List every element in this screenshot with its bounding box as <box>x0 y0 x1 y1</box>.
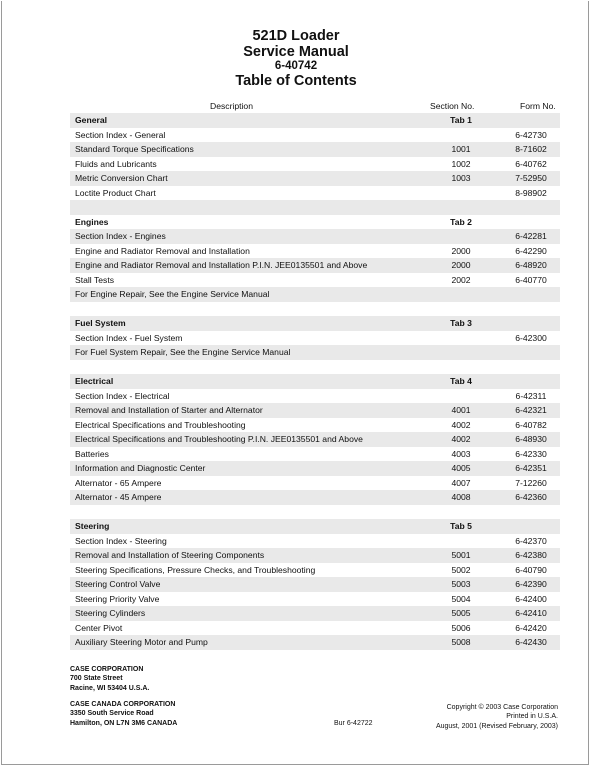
footer-printed: Printed in U.S.A. <box>506 713 558 721</box>
row-description: For Engine Repair, See the Engine Service Manual <box>75 289 270 299</box>
row-description: Removal and Installation of Steering Components <box>75 550 265 560</box>
row-description: Fuel System <box>75 318 126 328</box>
table-row <box>70 476 560 491</box>
row-section-number: 5005 <box>451 608 471 618</box>
row-section-number: 5008 <box>451 637 471 647</box>
table-row <box>70 142 560 157</box>
row-description: Information and Diagnostic Center <box>75 463 206 473</box>
title-block <box>0 28 592 90</box>
row-form-number: 8-71602 <box>515 144 547 154</box>
table-row <box>70 635 560 650</box>
row-section-number: 4002 <box>451 434 471 444</box>
row-description: Electrical Specifications and Troubleshooting P.I.N. JEE0135501 and Above <box>75 434 363 444</box>
row-section-number: Tab 5 <box>450 521 472 531</box>
row-description: Engines <box>75 216 109 227</box>
spacer-row <box>70 505 560 520</box>
table-row <box>70 447 560 462</box>
table-row <box>70 432 560 447</box>
table-row <box>70 389 560 404</box>
table-row <box>70 534 560 549</box>
footer-date: August, 2001 (Revised February, 2003) <box>435 722 558 730</box>
row-form-number: 6-42410 <box>515 608 547 618</box>
row-description: Section Index - Fuel System <box>75 332 183 343</box>
row-section-number: 2000 <box>451 260 471 270</box>
table-row <box>70 418 560 433</box>
column-header-section: Section No. <box>430 101 475 111</box>
row-section-number: 4001 <box>451 405 471 415</box>
title-model: 521D Loader <box>252 28 340 44</box>
row-section-number: Tab 1 <box>450 115 472 125</box>
row-description: Section Index - Engines <box>75 231 166 241</box>
row-description: Steering Control Valve <box>75 579 161 589</box>
row-form-number: 6-42330 <box>515 448 547 459</box>
row-form-number: 6-42390 <box>515 579 547 589</box>
table-row <box>70 592 560 607</box>
row-section-number: Tab 3 <box>450 318 472 328</box>
table-row <box>70 157 560 172</box>
table-row <box>70 577 560 592</box>
row-description: Steering Cylinders <box>75 608 146 618</box>
row-description: Fluids and Lubricants <box>75 158 157 169</box>
footer-copyright-block <box>436 703 558 731</box>
spacer-row <box>70 360 560 375</box>
row-description: Alternator - 65 Ampere <box>75 477 162 488</box>
section-header-row <box>70 113 560 128</box>
row-section-number: 2002 <box>451 274 471 285</box>
table-row <box>70 244 560 259</box>
row-section-number: 4005 <box>451 463 471 473</box>
table-row <box>70 345 560 360</box>
spacer-row <box>70 200 560 215</box>
row-description: Standard Torque Specifications <box>75 144 194 154</box>
row-description: Removal and Installation of Starter and Alternator <box>75 405 263 415</box>
row-description: General <box>75 115 108 125</box>
table-row <box>70 490 560 505</box>
row-section-number: 1001 <box>451 144 471 154</box>
footer-corp2-name: CASE CANADA CORPORATION <box>70 701 176 708</box>
row-section-number: 4003 <box>451 448 471 459</box>
row-form-number: 6-40790 <box>515 564 547 575</box>
row-section-number: 4008 <box>451 492 471 502</box>
row-form-number: 6-48930 <box>515 434 547 444</box>
table-row <box>70 621 560 636</box>
row-description: Metric Conversion Chart <box>75 173 168 183</box>
table-row <box>70 403 560 418</box>
title-toc: Table of Contents <box>235 73 357 89</box>
row-form-number: 6-40782 <box>515 419 547 430</box>
row-form-number: 6-42380 <box>515 550 547 560</box>
section-header-row <box>70 215 560 230</box>
table-row <box>70 258 560 273</box>
row-form-number: 6-42360 <box>515 492 547 502</box>
toc-table <box>70 100 560 650</box>
row-form-number: 6-42400 <box>515 593 547 604</box>
title-form-number: 6-40742 <box>274 60 318 72</box>
section-header-row <box>70 374 560 389</box>
row-description: Center Pivot <box>75 622 123 633</box>
table-row <box>70 548 560 563</box>
table-row <box>70 287 560 302</box>
row-description: Engine and Radiator Removal and Installation P.I.N. JEE0135501 and Above <box>75 260 368 270</box>
row-description: Batteries <box>75 448 109 459</box>
row-form-number: 6-42370 <box>515 535 547 546</box>
table-row <box>70 273 560 288</box>
row-form-number: 6-40770 <box>515 274 547 285</box>
row-description: Stall Tests <box>75 274 115 285</box>
row-form-number: 6-42730 <box>515 129 547 140</box>
footer-case-canada <box>70 700 177 728</box>
row-description: Alternator - 45 Ampere <box>75 492 162 502</box>
row-form-number: 6-42290 <box>515 245 547 256</box>
row-description: Engine and Radiator Removal and Installation <box>75 245 250 256</box>
row-form-number: 7-52950 <box>515 173 547 183</box>
row-section-number: 5001 <box>451 550 471 560</box>
row-form-number: 6-42420 <box>515 622 547 633</box>
row-section-number: Tab 4 <box>450 376 472 386</box>
spacer-row <box>70 302 560 317</box>
footer-corp1-name: CASE CORPORATION <box>70 666 144 673</box>
row-description: Steering <box>75 521 110 531</box>
row-description: Loctite Product Chart <box>75 187 156 198</box>
table-row <box>70 461 560 476</box>
table-row <box>70 229 560 244</box>
row-description: Electrical Specifications and Troubleshooting <box>75 419 246 430</box>
row-form-number: 6-42311 <box>515 390 547 401</box>
footer-case-corporation <box>70 665 149 693</box>
row-form-number: 6-42321 <box>515 405 547 415</box>
row-description: Steering Specifications, Pressure Checks, and Troubleshooting <box>75 564 316 575</box>
row-section-number: 5006 <box>451 622 471 633</box>
row-section-number: 4007 <box>451 477 471 488</box>
row-form-number: 6-40762 <box>515 158 547 169</box>
footer-corp1-address1: 700 State Street <box>70 675 123 683</box>
row-section-number: Tab 2 <box>450 216 472 227</box>
footer-bur-number: Bur 6-42722 <box>334 720 373 727</box>
row-description: Section Index - General <box>75 129 166 140</box>
section-header-row <box>70 316 560 331</box>
row-description: For Fuel System Repair, See the Engine Service Manual <box>75 347 291 357</box>
row-form-number: 6-42300 <box>515 332 547 343</box>
row-section-number: 2000 <box>451 245 471 256</box>
row-section-number: 5004 <box>451 593 471 604</box>
row-form-number: 6-42430 <box>515 637 547 647</box>
row-description: Auxiliary Steering Motor and Pump <box>75 637 208 647</box>
footer-corp1-address2: Racine, WI 53404 U.S.A. <box>70 684 150 692</box>
column-header-description: Description <box>210 101 253 111</box>
table-row <box>70 171 560 186</box>
row-form-number: 6-48920 <box>515 260 547 270</box>
row-form-number: 6-42351 <box>515 463 547 473</box>
row-description: Section Index - Electrical <box>75 390 170 401</box>
row-form-number: 6-42281 <box>515 231 547 241</box>
row-form-number: 7-12260 <box>515 477 547 488</box>
table-row <box>70 563 560 578</box>
table-row <box>70 128 560 143</box>
row-description: Electrical <box>75 376 114 386</box>
row-section-number: 5003 <box>451 579 471 589</box>
table-row <box>70 186 560 201</box>
table-row <box>70 331 560 346</box>
row-section-number: 4002 <box>451 419 471 430</box>
row-section-number: 5002 <box>451 564 471 575</box>
table-row <box>70 606 560 621</box>
column-header-form: Form No. <box>520 101 556 111</box>
row-section-number: 1002 <box>451 158 471 169</box>
footer-corp2-address1: 3350 South Service Road <box>70 710 154 718</box>
row-section-number: 1003 <box>451 173 471 183</box>
title-manual: Service Manual <box>243 44 349 60</box>
toc-rows <box>70 113 560 650</box>
toc-table-header <box>70 100 560 113</box>
footer-corp2-address2: Hamilton, ON L7N 3M6 CANADA <box>70 719 178 727</box>
row-form-number: 8-98902 <box>515 187 547 198</box>
footer-copyright: Copyright © 2003 Case Corporation <box>446 704 558 711</box>
row-description: Steering Priority Valve <box>75 593 160 604</box>
row-description: Section Index - Steering <box>75 535 167 546</box>
section-header-row <box>70 519 560 534</box>
